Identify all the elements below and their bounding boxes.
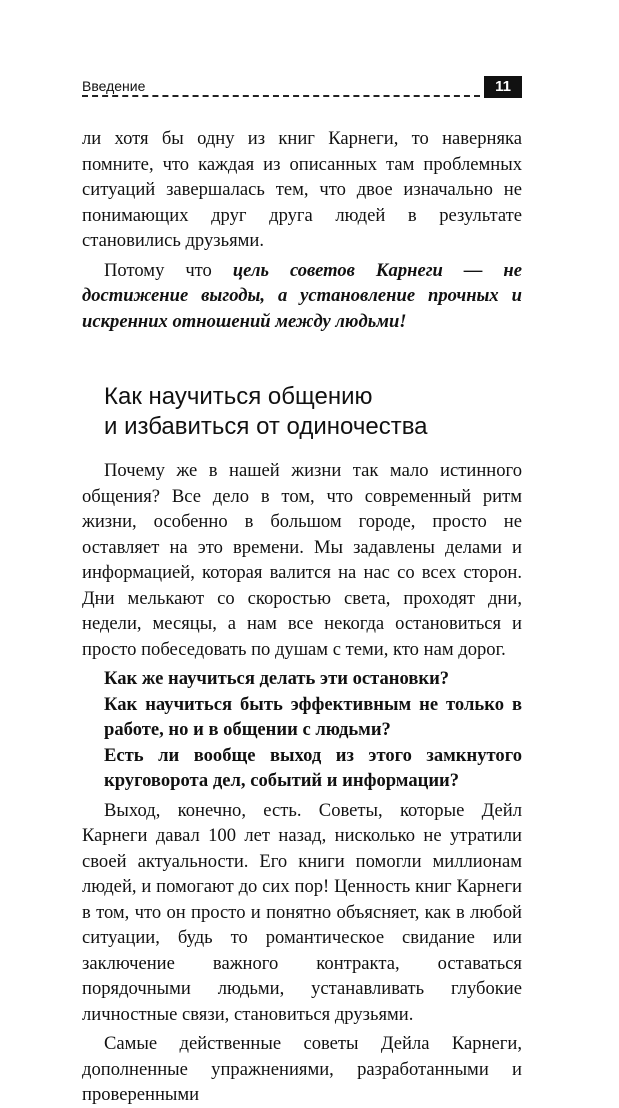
section-heading — [82, 382, 522, 442]
question-3: Есть ли вообще выход из этого замкнутого круговорота дел, событий и информации? — [104, 744, 522, 791]
paragraph-last: Самые действенные советы Дейла Карнеги, дополненные упражнениями, разработанными и проверенными — [82, 1033, 522, 1105]
paragraph-emphasis — [82, 258, 522, 335]
heading-line-2: и избавиться от одиночества — [104, 413, 428, 440]
heading-line-1: Как научиться общению — [104, 383, 373, 410]
section-title: Введение — [82, 78, 146, 94]
paragraph-answer: Выход, конечно, есть. Советы, которые Дейл Карнеги давал 100 лет назад, нисколько не утратили своей актуальности. Его книги помогли миллионам людей, и помогают до сих пор! Ценность книг Карнеги в том, что он просто и понятно объясняет, как в любой ситуации, будь то романтическое свидание или заключение важного контракта, оставаться порядочными людьми, устанавливать глубокие личностные связи, становиться друзьями. — [82, 799, 522, 1025]
question-1: Как же научиться делать эти остановки? — [104, 668, 450, 689]
running-header — [82, 76, 522, 102]
page-body — [82, 126, 522, 1108]
emphasis-text: цель советов Карнеги — не достижение выгоды, а установление прочных и искренних отношений между людьми! — [82, 259, 522, 332]
paragraph-continued: ли хотя бы одну из книг Карнеги, то наверняка помните, что каждая из описанных там проблемных ситуаций завершалась тем, что двое изначально не понимающих друг друга людей в результате становились друзьями. — [82, 128, 522, 251]
paragraph-intro: Почему же в нашей жизни так мало истинного общения? Все дело в том, что современный ритм жизни, особенно в большом городе, просто не оставляет на это времени. Мы задавлены делами и информацией, которая валится на нас со всех сторон. Дни мелькают со скоростью света, проходят дни, недели, месяцы, а нам все некогда остановиться и просто побеседовать по душам с теми, кто нам дорог. — [82, 460, 522, 660]
paragraph-lead: Потому что — [104, 259, 233, 281]
question-2: Как научиться быть эффективным не только в работе, но и в общении с людьми? — [104, 693, 522, 740]
page-number: 11 — [484, 76, 522, 98]
header-dashed-rule — [82, 95, 480, 97]
